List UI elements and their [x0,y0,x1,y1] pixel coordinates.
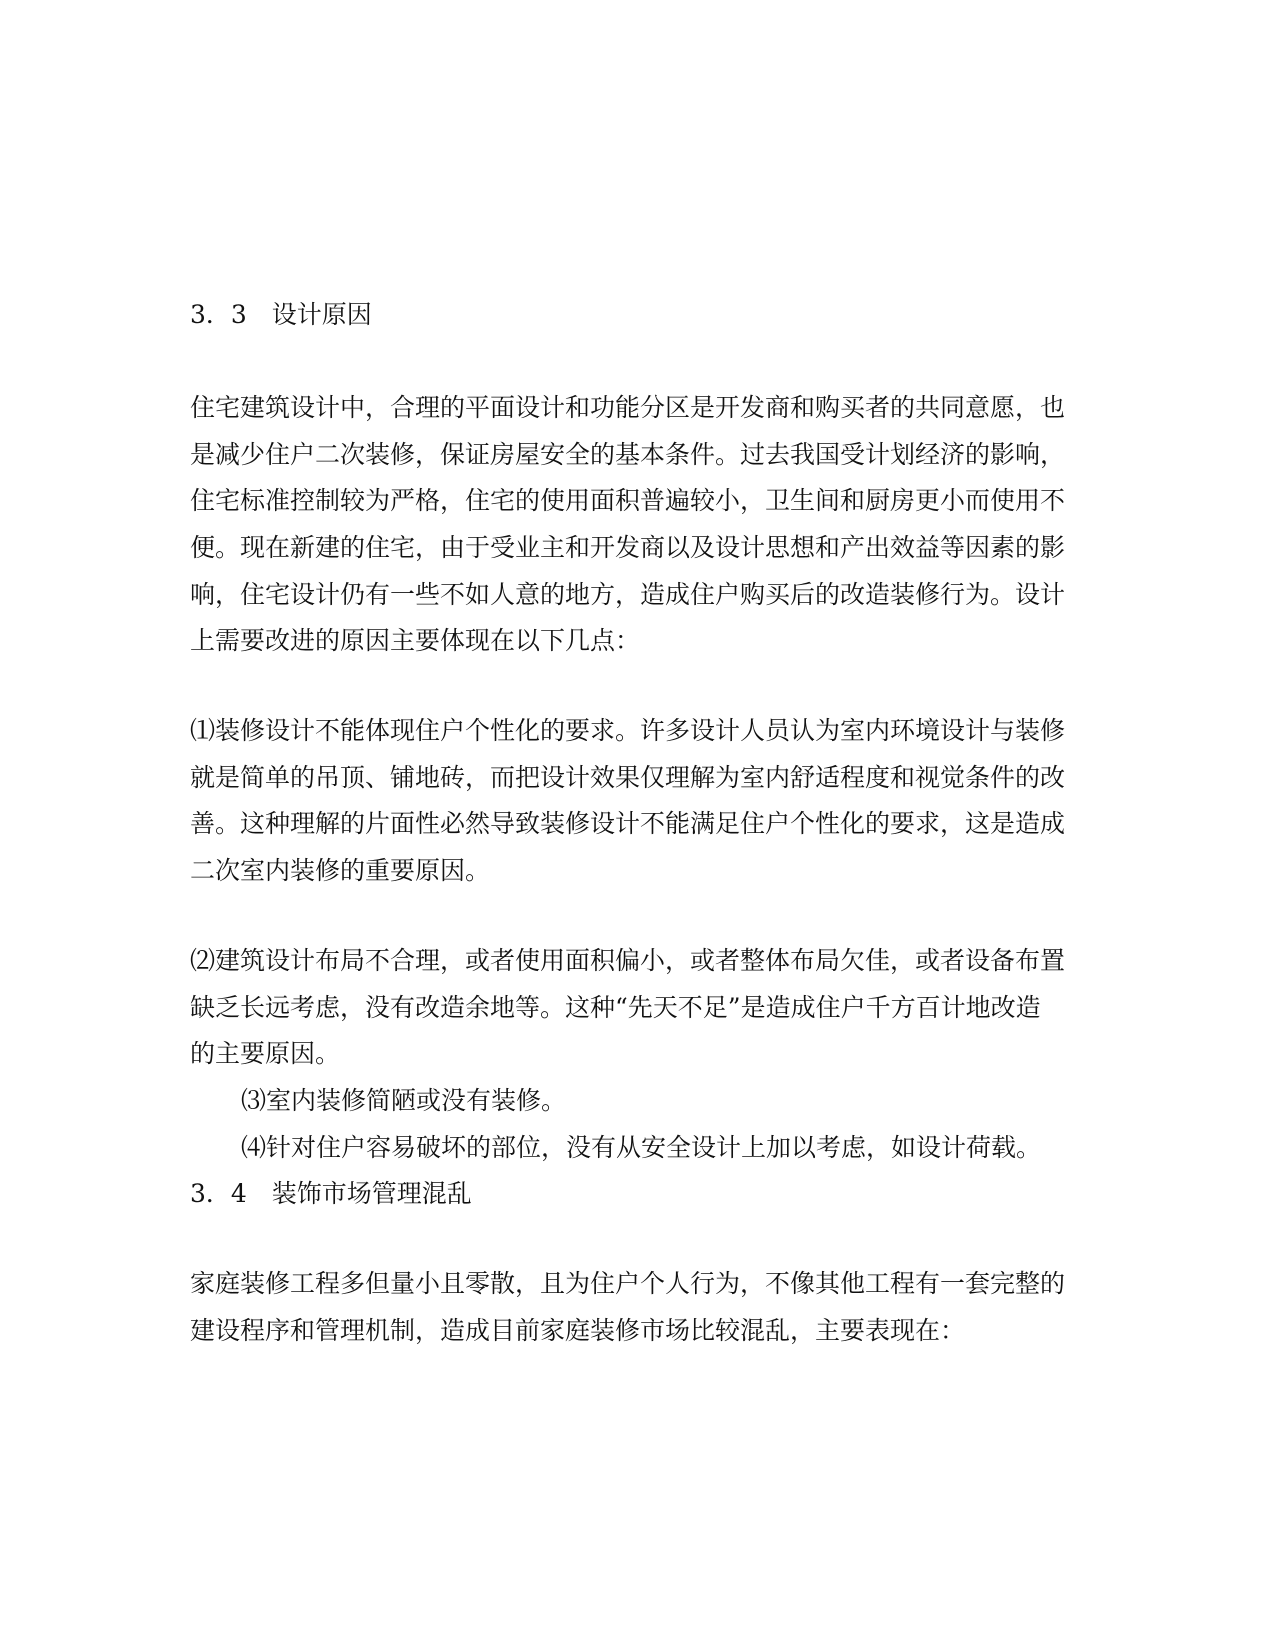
list-item-line: ⑵建筑设计布局不合理，或者使用面积偏小，或者整体布局欠佳，或者设备布置 [190,946,1066,975]
list-item-line: ⑶室内装修简陋或没有装修。 [241,1086,567,1115]
list-item-line: 缺乏长远考虑，没有改造余地等。这种“先天不足”是造成住户千方百计地改造 [190,993,1041,1022]
list-item-line: ⑷针对住户容易破坏的部位，没有从安全设计上加以考虑，如设计荷载。 [241,1133,1042,1162]
paragraph-line: 住宅标准控制较为严格，住宅的使用面积普遍较小，卫生间和厨房更小而使用不 [190,486,1066,515]
paragraph-line: 是减少住户二次装修，保证房屋安全的基本条件。过去我国受计划经济的影响， [190,440,1066,469]
section-heading-3-3: 3．3 设计原因 [190,300,372,329]
paragraph-line: 建设程序和管理机制，造成目前家庭装修市场比较混乱，主要表现在： [190,1316,966,1345]
section-heading-3-4: 3．4 装饰市场管理混乱 [190,1179,472,1208]
list-item-line: 的主要原因。 [190,1039,341,1068]
paragraph-line: 住宅建筑设计中，合理的平面设计和功能分区是开发商和购买者的共同意愿，也 [190,393,1066,422]
paragraph-line: 便。现在新建的住宅，由于受业主和开发商以及设计思想和产出效益等因素的影 [190,533,1066,562]
list-item-line: ⑴装修设计不能体现住户个性化的要求。许多设计人员认为室内环境设计与装修 [190,716,1066,745]
paragraph-line: 家庭装修工程多但量小且零散，且为住户个人行为，不像其他工程有一套完整的 [190,1269,1066,1298]
paragraph-line: 上需要改进的原因主要体现在以下几点： [190,626,641,655]
list-item-line: 就是简单的吊顶、铺地砖，而把设计效果仅理解为室内舒适程度和视觉条件的改 [190,763,1066,792]
paragraph-line: 响，住宅设计仍有一些不如人意的地方，造成住户购买后的改造装修行为。设计 [190,580,1066,609]
list-item-line: 善。这种理解的片面性必然导致装修设计不能满足住户个性化的要求，这是造成 [190,809,1066,838]
list-item-line: 二次室内装修的重要原因。 [190,856,491,885]
